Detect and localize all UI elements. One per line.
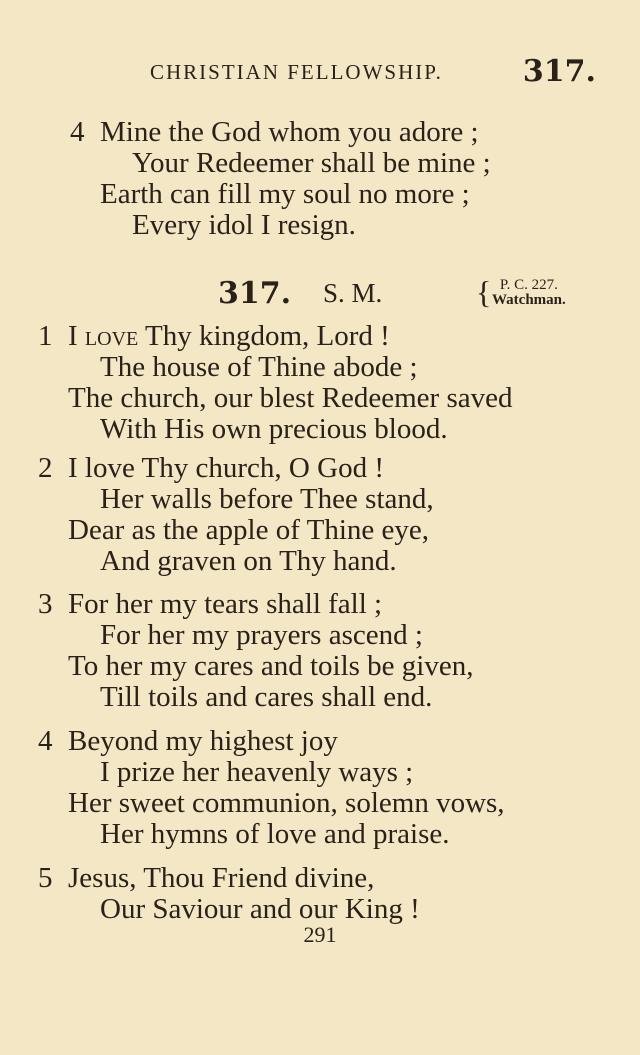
stanza-number: 1 — [38, 320, 53, 352]
verse-line — [68, 320, 390, 352]
verse-line: Till toils and cares shall end. — [100, 681, 433, 713]
verse-line: Dear as the apple of Thine eye, — [68, 514, 429, 546]
verse-word-small-caps: love — [84, 320, 139, 352]
brace-icon: { — [476, 274, 492, 310]
verse-line: For her my prayers ascend ; — [100, 619, 423, 651]
verse-line: To her my cares and toils be given, — [68, 650, 474, 682]
verse-line: Her walls before Thee stand, — [100, 483, 434, 515]
stanza-number: 4 — [70, 116, 85, 148]
page-number: 291 — [303, 922, 337, 947]
verse-line: Jesus, Thou Friend divine, — [68, 862, 375, 894]
verse-line: The house of Thine abode ; — [100, 351, 418, 383]
verse-line: With His own precious blood. — [100, 413, 448, 445]
stanza-number: 5 — [38, 862, 53, 894]
stanza-number: 2 — [38, 452, 53, 484]
hymn-number: 317. — [218, 276, 292, 311]
verse-line: And graven on Thy hand. — [100, 545, 397, 577]
hymn-header — [0, 276, 640, 316]
verse-line: Beyond my highest joy — [68, 725, 338, 757]
verse-line: For her my tears shall fall ; — [68, 588, 383, 620]
verse-line: Earth can fill my soul no more ; — [100, 178, 470, 210]
verse-line-rest: Thy kingdom, Lord ! — [138, 320, 390, 352]
stanza-number: 4 — [38, 725, 53, 757]
tune-reference — [492, 278, 566, 308]
verse-line: Every idol I resign. — [132, 209, 356, 241]
verse-word: I — [68, 320, 85, 352]
verse-line: I love Thy church, O God ! — [68, 452, 384, 484]
verse-line: Her sweet communion, solemn vows, — [68, 787, 505, 819]
stanza-number: 3 — [38, 588, 53, 620]
verse-line: Our Saviour and our King ! — [100, 893, 420, 925]
tune-name: Watchman. — [492, 292, 566, 308]
tune-page: P. C. 227. — [499, 277, 558, 293]
running-title: CHRISTIAN FELLOWSHIP. — [150, 60, 443, 84]
hymn-meter: S. M. — [323, 278, 383, 308]
verse-line: The church, our blest Redeemer saved — [68, 382, 513, 414]
running-hymn-number: 317. — [522, 54, 596, 89]
verse-line: Her hymns of love and praise. — [100, 818, 450, 850]
verse-line: Mine the God whom you adore ; — [100, 116, 479, 148]
verse-line: I prize her heavenly ways ; — [100, 756, 414, 788]
running-header — [0, 52, 640, 92]
verse-line: Your Redeemer shall be mine ; — [132, 147, 491, 179]
